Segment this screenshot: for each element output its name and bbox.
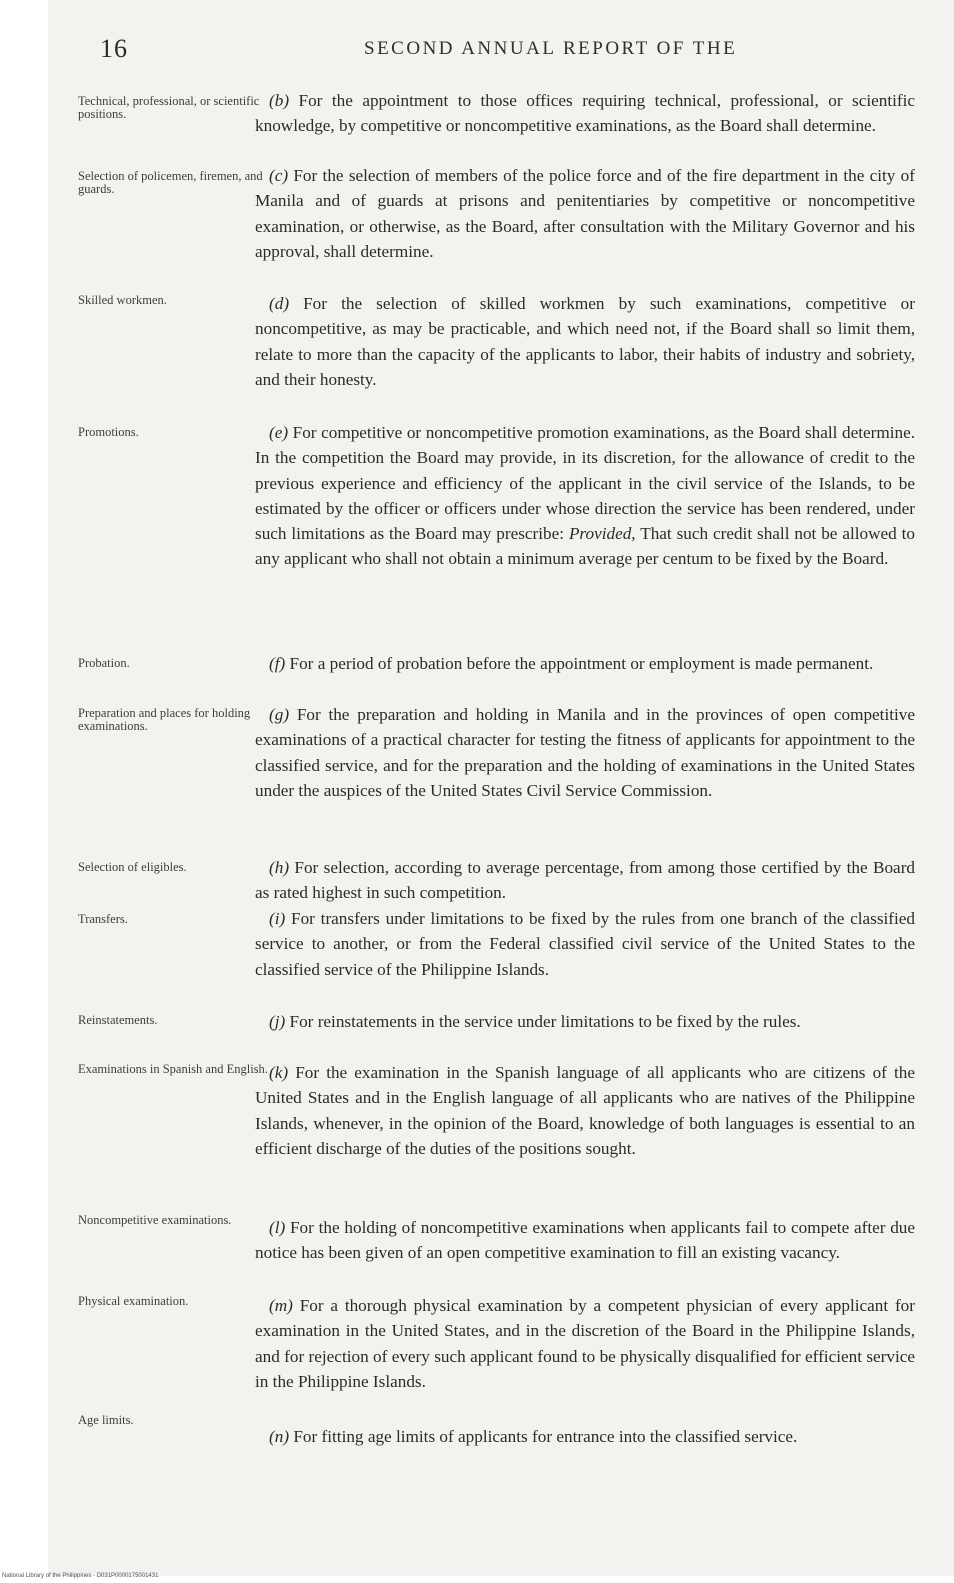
page-header: [48, 28, 954, 72]
clause-label-n: (n): [269, 1427, 290, 1446]
document-page: [48, 0, 954, 1576]
proviso-word: Provided,: [568, 524, 636, 544]
margin-note-h: Selection of eligibles.: [78, 860, 187, 874]
clause-text-f: For a period of probation before the appointment or employment is made permanent.: [289, 654, 874, 673]
scan-source-line: National Library of the Philippines · D031P0000175001431: [2, 1573, 159, 1579]
margin-note-f: Probation.: [78, 656, 130, 670]
margin-note-d: Skilled workmen.: [78, 293, 167, 307]
margin-note-n: Age limits.: [78, 1413, 134, 1427]
paragraph-f: [255, 651, 915, 676]
clause-text-b: For the appointment to those offices requiring technical, professional, or scientific knowledge, by competitive or noncompetitive examinations, as the Board shall determine.: [255, 91, 915, 136]
clause-label-j: (j): [269, 1012, 286, 1031]
margin-note-g: Preparation and places for holding examinations.: [78, 706, 251, 733]
margin-note-k: Examinations in Spanish and English.: [78, 1062, 268, 1076]
clause-label-i: (i): [269, 909, 286, 928]
paragraph-j: [255, 1009, 915, 1034]
paragraph-d: [255, 291, 915, 392]
paragraph-n: [255, 1424, 915, 1449]
clause-text-j: For reinstatements in the service under limitations to be fixed by the rules.: [289, 1012, 801, 1031]
clause-text-n: For fitting age limits of applicants for entrance into the classified service.: [293, 1427, 798, 1446]
clause-label-g: (g): [269, 705, 290, 724]
clause-text-m: For a thorough physical examination by a competent physician of every applicant for examination in the United States, and in the discretion of the Board in the Philippine Islands, and for rejection of every such applicant found to be physically disqualified for efficient service in the Philippine Islands.: [255, 1296, 916, 1391]
margin-note-b: Technical, professional, or scientific positions.: [78, 94, 260, 121]
clause-text-e: For competitive or noncompetitive promotion examinations, as the Board shall determine. In the competition the Board may provide, in its discretion, for the allowance of credit to the previous experience and efficiency of the applicant in the civil service of the Islands, to be estimated by the officer or officers under whose direction the service has been rendered, under such limitations as the Board may prescribe:: [255, 423, 915, 544]
clause-text-l: For the holding of noncompetitive examinations when applicants fail to compete after due notice has been given of an open competitive examination to fill an existing vacancy.: [255, 1218, 916, 1263]
margin-note-i: Transfers.: [78, 912, 128, 926]
clause-label-h: (h): [269, 858, 290, 877]
running-title: SECOND ANNUAL REPORT OF THE: [364, 38, 738, 59]
margin-note-m: Physical examination.: [78, 1294, 189, 1308]
margin-note-l: Noncompetitive examinations.: [78, 1213, 232, 1227]
clause-label-l: (l): [269, 1218, 286, 1237]
clause-label-d: (d): [269, 294, 290, 313]
clause-label-c: (c): [269, 166, 289, 185]
clause-text-k: For the examination in the Spanish language of all applicants who are citizens of the United States and in the English language of all applicants who are natives of the Philippine Islands, whenever, in the opinion of the Board, knowledge of both languages is essential to an efficient discharge of the duties of the positions sought.: [255, 1063, 916, 1158]
clause-text-e-continued: That such credit shall not be allowed to any applicant who shall not obtain a minimum average per centum to be fixed by the Board.: [255, 524, 915, 569]
clause-text-c: For the selection of members of the police force and of the fire department in the city of Manila and of guards at prisons and penitentiaries by competitive or noncompetitive examination, or otherwise, as the Board, after consultation with the Military Governor and his approval, shall determine.: [255, 166, 916, 261]
clause-label-m: (m): [269, 1296, 293, 1315]
paragraph-e: [255, 420, 915, 572]
clause-text-h: For selection, according to average percentage, from among those certified by the Board as rated highest in such competition.: [255, 858, 916, 903]
clause-label-k: (k): [269, 1063, 289, 1082]
paragraph-c: [255, 163, 915, 264]
margin-note-j: Reinstatements.: [78, 1013, 158, 1027]
paragraph-l: [255, 1215, 915, 1266]
clause-label-e: (e): [269, 423, 289, 442]
clause-text-i: For transfers under limitations to be fixed by the rules from one branch of the classified service to another, or from the Federal classified civil service of the United States to the classified service of the Philippine Islands.: [255, 909, 916, 979]
clause-text-d: For the selection of skilled workmen by such examinations, competitive or noncompetitive, as may be practicable, and which need not, if the Board shall so limit them, relate to more than the capacity of the applicants to labor, their habits of industry and sobriety, and their honesty.: [255, 294, 915, 389]
margin-note-e: Promotions.: [78, 425, 139, 439]
paragraph-b: [255, 88, 915, 139]
page-number: 16: [100, 34, 128, 63]
clause-label-b: (b): [269, 91, 290, 110]
paragraph-i: [255, 906, 915, 982]
paragraph-k: [255, 1060, 915, 1161]
clause-text-g: For the preparation and holding in Manila and in the provinces of open competitive examinations of a practical character for testing the fitness of applicants for appointment to the classified service, and for the preparation and the holding of examinations in the United States under the auspices of the United States Civil Service Commission.: [255, 705, 916, 800]
paragraph-h: [255, 855, 915, 906]
paragraph-m: [255, 1293, 915, 1394]
margin-note-c: Selection of policemen, firemen, and guards.: [78, 169, 263, 196]
clause-label-f: (f): [269, 654, 286, 673]
paragraph-g: [255, 702, 915, 803]
